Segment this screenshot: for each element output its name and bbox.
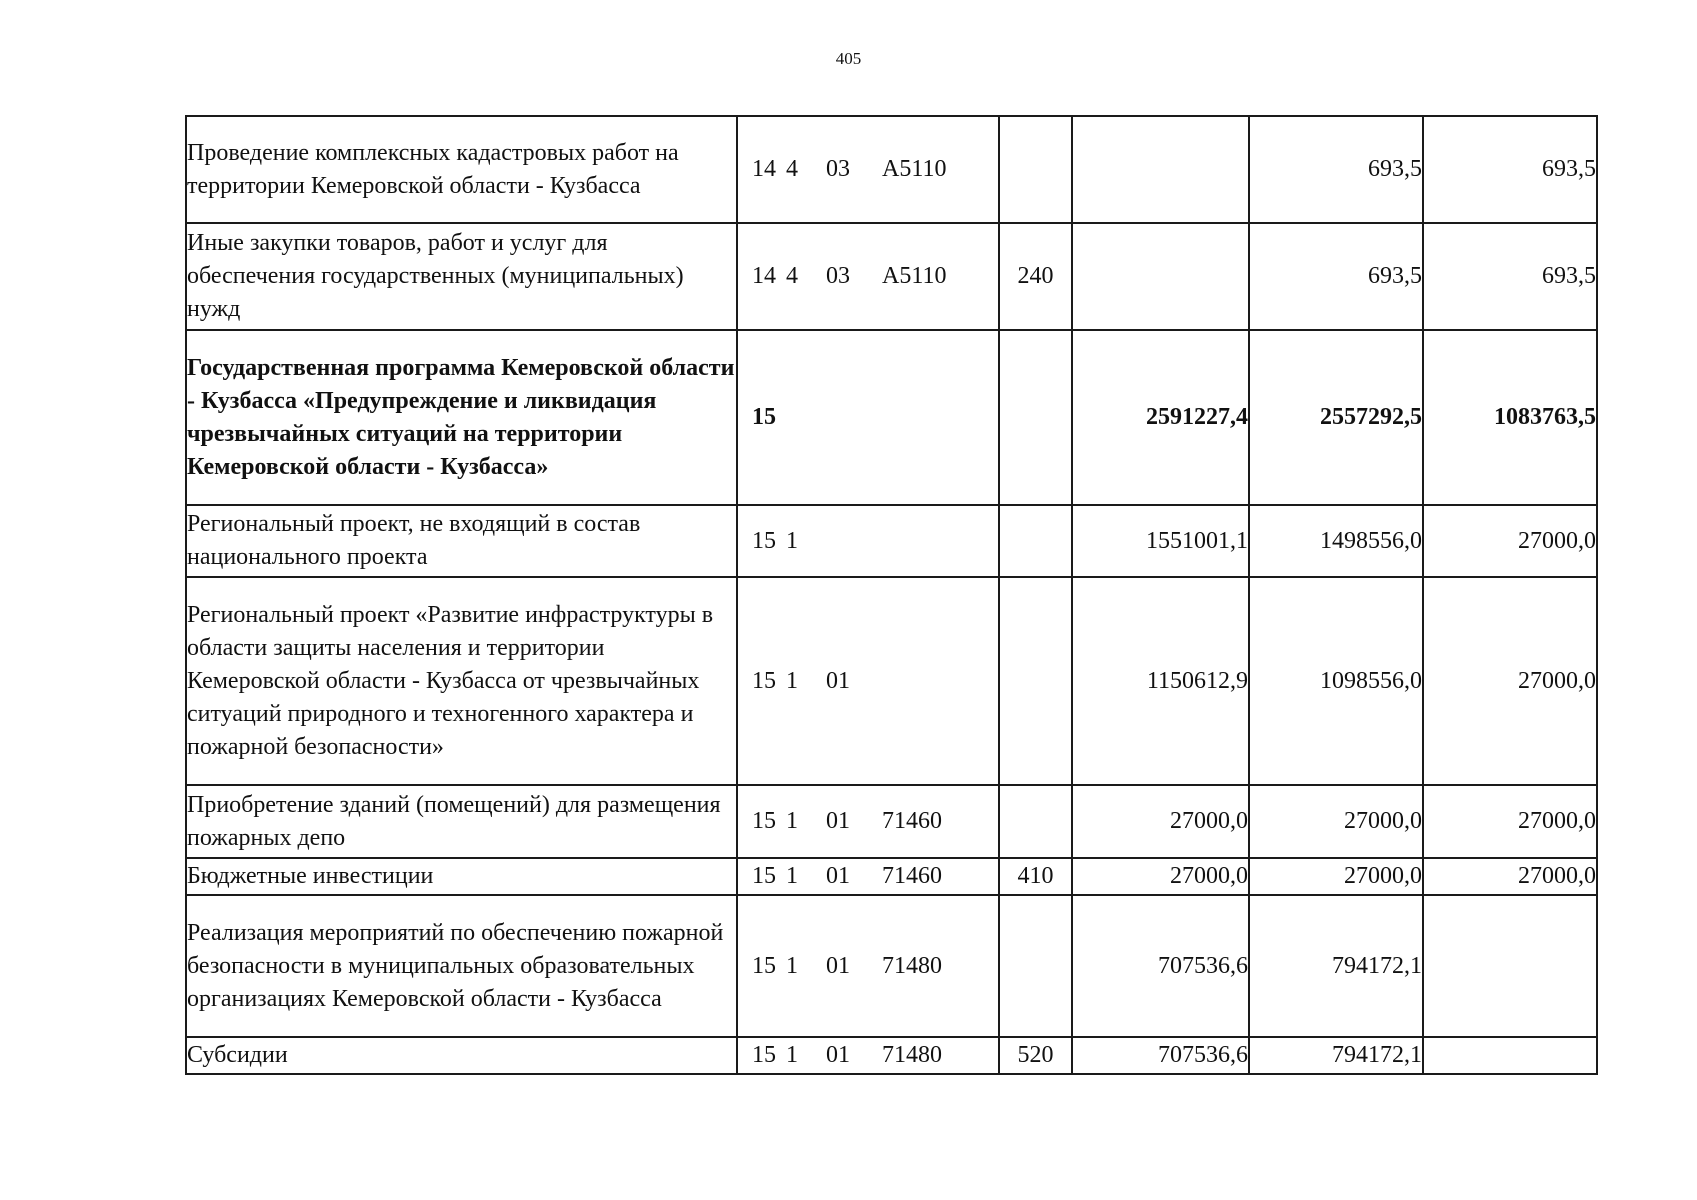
program-code: 15 — [752, 527, 776, 554]
expense-type-code — [999, 505, 1072, 577]
table-row — [186, 858, 1597, 895]
subprogram-code: 1 — [786, 808, 798, 834]
amount-year-3: 27000,0 — [1423, 785, 1597, 858]
table-row — [186, 223, 1597, 330]
amount-year-2: 693,5 — [1249, 223, 1423, 330]
classification-code — [737, 505, 999, 577]
row-name: Приобретение зданий (помещений) для размещения пожарных депо — [186, 785, 737, 858]
classification-code — [737, 223, 999, 330]
row-name: Бюджетные инвестиции — [186, 858, 737, 895]
amount-year-2: 2557292,5 — [1249, 330, 1423, 505]
direction-code: А5110 — [882, 263, 947, 289]
direction-code: 71460 — [882, 808, 942, 834]
row-name: Иные закупки товаров, работ и услуг для обеспечения государственных (муниципальных) нужд — [186, 223, 737, 330]
program-code: 15 — [752, 808, 776, 834]
amount-year-1: 707536,6 — [1072, 895, 1249, 1037]
expense-type-code — [999, 785, 1072, 858]
row-name: Реализация мероприятий по обеспечению пожарной безопасности в муниципальных образовательных организациях Кемеровской области - Кузбасса — [186, 895, 737, 1037]
row-name: Проведение комплексных кадастровых работ на территории Кемеровской области - Кузбасса — [186, 116, 737, 223]
row-name: Региональный проект «Развитие инфраструктуры в области защиты населения и территории Кемеровской области - Кузбасса от чрезвычайных ситуаций природного и техногенного характера и пожарной безопасности» — [186, 577, 737, 785]
measure-code: 03 — [826, 156, 850, 182]
amount-year-1 — [1072, 223, 1249, 330]
amount-year-2: 1098556,0 — [1249, 577, 1423, 785]
table-row — [186, 785, 1597, 858]
amount-year-1: 1551001,1 — [1072, 505, 1249, 577]
amount-year-2: 27000,0 — [1249, 858, 1423, 895]
amount-year-1 — [1072, 116, 1249, 223]
amount-year-3: 27000,0 — [1423, 858, 1597, 895]
measure-code: 03 — [826, 263, 850, 289]
subprogram-code: 4 — [786, 263, 798, 289]
program-code: 15 — [752, 1042, 776, 1068]
amount-year-3 — [1423, 1037, 1597, 1074]
program-code: 15 — [752, 667, 776, 694]
amount-year-2: 693,5 — [1249, 116, 1423, 223]
classification-code — [737, 785, 999, 858]
classification-code — [737, 577, 999, 785]
table-row — [186, 895, 1597, 1037]
program-code: 14 — [752, 156, 776, 182]
subprogram-code: 1 — [786, 667, 798, 694]
classification-code — [737, 1037, 999, 1074]
program-code: 15 — [752, 404, 776, 430]
amount-year-1: 2591227,4 — [1072, 330, 1249, 505]
amount-year-2: 794172,1 — [1249, 1037, 1423, 1074]
subprogram-code: 4 — [786, 156, 798, 182]
row-name: Государственная программа Кемеровской области - Кузбасса «Предупреждение и ликвидация чрезвычайных ситуаций на территории Кемеровской области - Кузбасса» — [186, 330, 737, 505]
amount-year-1: 27000,0 — [1072, 785, 1249, 858]
classification-code — [737, 858, 999, 895]
table-row — [186, 1037, 1597, 1074]
amount-year-3: 693,5 — [1423, 223, 1597, 330]
amount-year-3: 27000,0 — [1423, 577, 1597, 785]
table-row — [186, 505, 1597, 577]
expense-type-code: 240 — [999, 223, 1072, 330]
direction-code: 71480 — [882, 1042, 942, 1068]
expense-type-code: 410 — [999, 858, 1072, 895]
expense-type-code — [999, 577, 1072, 785]
measure-code: 01 — [826, 667, 850, 694]
measure-code: 01 — [826, 952, 850, 979]
expense-type-code — [999, 895, 1072, 1037]
measure-code: 01 — [826, 808, 850, 834]
table-row — [186, 330, 1597, 505]
amount-year-2: 1498556,0 — [1249, 505, 1423, 577]
amount-year-3 — [1423, 895, 1597, 1037]
amount-year-3: 1083763,5 — [1423, 330, 1597, 505]
direction-code: 71480 — [882, 952, 942, 979]
program-code: 14 — [752, 263, 776, 289]
program-code: 15 — [752, 952, 776, 979]
table-row — [186, 577, 1597, 785]
budget-table — [185, 115, 1598, 1075]
page-number: 405 — [835, 49, 862, 68]
direction-code: 71460 — [882, 863, 942, 889]
amount-year-2: 794172,1 — [1249, 895, 1423, 1037]
program-code: 15 — [752, 863, 776, 889]
classification-code — [737, 895, 999, 1037]
classification-code — [737, 330, 999, 505]
amount-year-3: 27000,0 — [1423, 505, 1597, 577]
amount-year-1: 27000,0 — [1072, 858, 1249, 895]
amount-year-1: 707536,6 — [1072, 1037, 1249, 1074]
amount-year-1: 1150612,9 — [1072, 577, 1249, 785]
expense-type-code — [999, 116, 1072, 223]
budget-table-body — [186, 116, 1597, 1074]
amount-year-2: 27000,0 — [1249, 785, 1423, 858]
row-name: Субсидии — [186, 1037, 737, 1074]
subprogram-code: 1 — [786, 863, 798, 889]
table-row — [186, 116, 1597, 223]
subprogram-code: 1 — [786, 952, 798, 979]
row-name: Региональный проект, не входящий в состав национального проекта — [186, 505, 737, 577]
subprogram-code: 1 — [786, 527, 798, 554]
direction-code: А5110 — [882, 156, 947, 182]
expense-type-code: 520 — [999, 1037, 1072, 1074]
measure-code: 01 — [826, 1042, 850, 1068]
classification-code — [737, 116, 999, 223]
expense-type-code — [999, 330, 1072, 505]
amount-year-3: 693,5 — [1423, 116, 1597, 223]
subprogram-code: 1 — [786, 1042, 798, 1068]
measure-code: 01 — [826, 863, 850, 889]
